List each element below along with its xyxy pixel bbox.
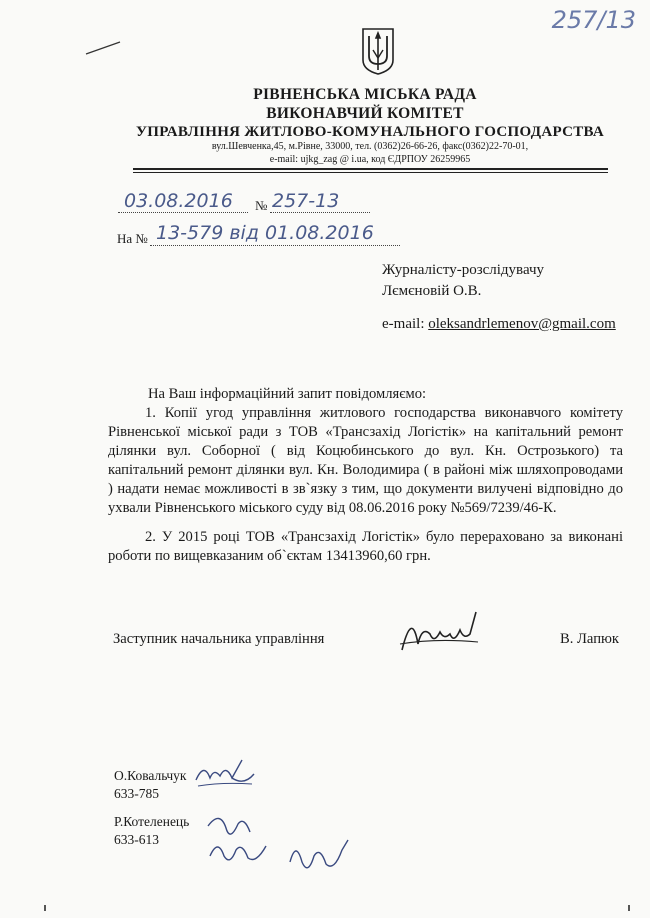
scan-speck: [44, 905, 46, 911]
header-council: РІВНЕНСЬКА МІСЬКА РАДА: [253, 86, 477, 103]
executor-1-phone: 633-785: [114, 786, 159, 801]
reference-label: На №: [117, 231, 148, 246]
header-address: вул.Шевченка,45, м.Рівне, 33000, тел. (0362)26-66-26, факс(0362)22-70-01,: [211, 141, 529, 152]
addressee-position: Журналісту-розслідувачу: [382, 262, 545, 278]
body-paragraph-2: 2. У 2015 році ТОВ «Трансзахід Логістік» було перераховано за виконані роботи по вищевказаним об`єктам 13413960,60 грн.: [108, 529, 623, 564]
body-intro: На Ваш інформаційний запит повідомляємо:: [148, 386, 427, 402]
approval-scribble-1: [192, 756, 262, 796]
outgoing-number: 257-13: [272, 190, 340, 212]
header-committee: ВИКОНАВЧИЙ КОМІТЕТ: [266, 105, 464, 122]
header-department: УПРАВЛІННЯ ЖИТЛОВО-КОМУНАЛЬНОГО ГОСПОДАРСТВА: [135, 124, 605, 140]
body-paragraph-1: 1. Копії угод управління житлового господарства виконавчого комітету Рівненської міської ради з ТОВ «Трансзахід Логістік» на капітальний ремонт ділянки вул. Соборної ( від Коцюбинського до вул. Кн. Острозького) та капітальний ремонт ділянки вул. Кн. Володимира ( в районі між шляхопроводами ) надати немає можливості в зв`язку з тим, що документи вилучені відповідно до ухвали Рівненського міського суду від 08.06.2016 року №569/7239/46-К.: [108, 405, 623, 516]
outgoing-date: 03.08.2016: [124, 190, 233, 212]
reference-underline: [150, 245, 400, 246]
header-divider-thin: [133, 172, 608, 173]
pen-mark: [84, 38, 124, 58]
header-email: e-mail: ujkg_zag @ i.ua, код ЄДРПОУ 26259965: [269, 154, 471, 165]
reference-value: 13-579 від 01.08.2016: [156, 222, 374, 244]
signatory-title: Заступник начальника управління: [113, 631, 325, 647]
date-underline: [118, 212, 248, 213]
addressee-email-link[interactable]: oleksandrlemenov@gmail.com: [428, 316, 616, 332]
approval-scribble-3: [284, 832, 354, 882]
number-label: №: [255, 198, 268, 213]
executor-1-name: О.Ковальчук: [114, 768, 187, 783]
executor-2-phone: 633-613: [114, 832, 159, 847]
approval-scribble-2: [200, 806, 280, 876]
handwritten-signature: [396, 604, 486, 660]
number-underline: [270, 212, 370, 213]
corner-registration-mark: 257/13: [551, 6, 636, 34]
scan-speck: [628, 905, 630, 911]
addressee-name: Лємєновій О.В.: [382, 283, 482, 299]
addressee-email-row: [382, 316, 616, 333]
header-divider: [133, 168, 608, 170]
trident-emblem-icon: [360, 26, 396, 76]
executor-2-name: Р.Котеленець: [114, 814, 190, 829]
addressee-email-label: e-mail:: [382, 316, 429, 332]
signatory-name: В. Лапюк: [560, 631, 620, 647]
